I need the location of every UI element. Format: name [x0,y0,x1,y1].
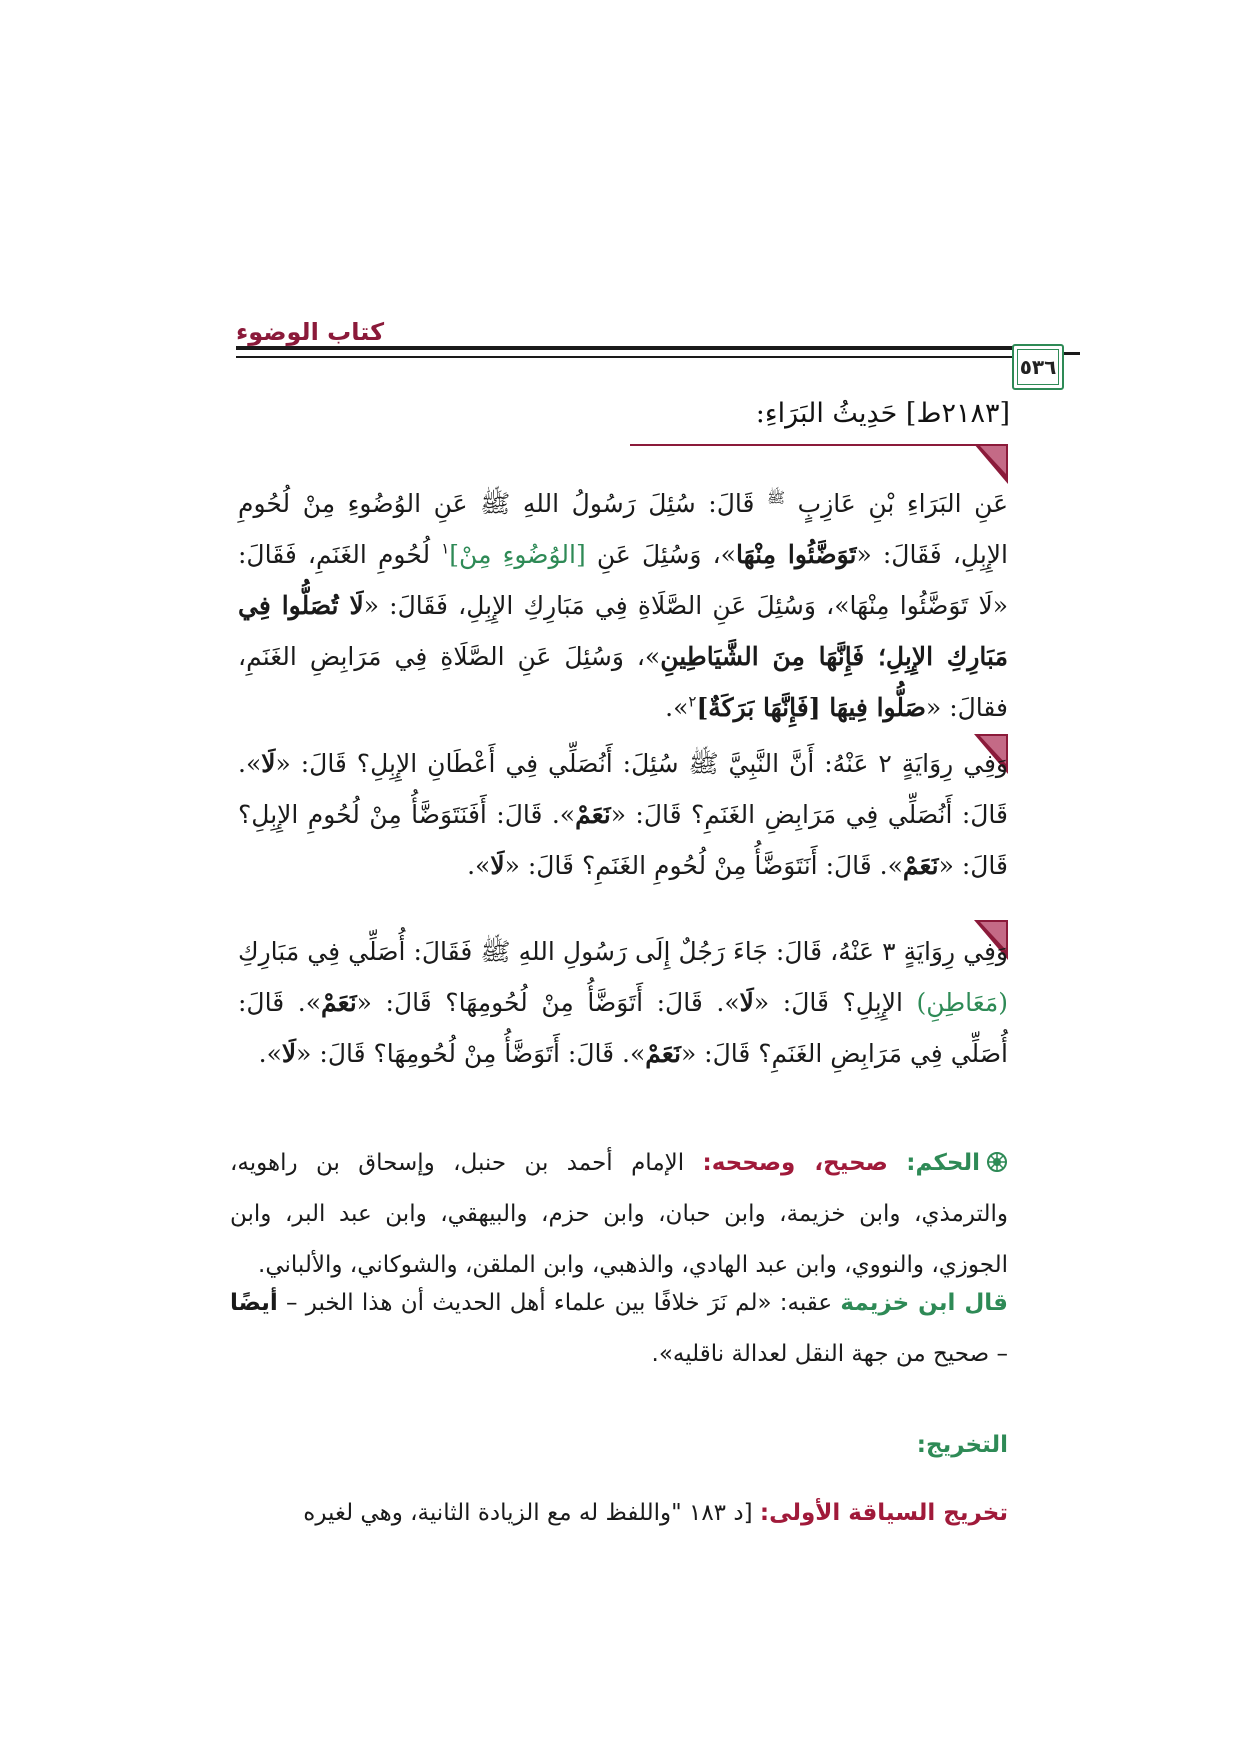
ruling-text: الإمام أحمد بن حنبل، وإسحاق بن راهويه، والترمذي، وابن خزيمة، وابن حبان، وابن حزم، والبيهقي، وابن عبد البر، وابن الجوزي، والنووي، وابن عبد الهادي، والذهبي، وابن الملقن، والشوكاني، والألباني. [230,1150,1008,1278]
hadith-title: حَدِيثُ البَرَاءِ: [755,398,898,429]
page-number: ٥٣٦ [1019,355,1057,379]
footnote-ref[interactable]: ١ [441,539,450,558]
narration-3: وَفِي رِوَايَةٍ ٣ عَنْهُ، قَالَ: جَاءَ رَجُلٌ إِلَى رَسُولِ اللهِ ﷺ فَقَالَ: أُصَلِّي فِي مَبَارِكِ (مَعَاطِنِ) الإِبِلِ؟ قَالَ: «لَا». قَالَ: أَتَوَضَّأُ مِنْ لُحُومِهَا؟ قَالَ: «نَعَمْ». قَالَ: أُصَلِّي فِي مَرَابِضِ الغَنَمِ؟ قَالَ: «نَعَمْ». قَالَ: أَتَوَضَّأُ مِنْ لُحُومِهَا؟ قَالَ: «لَا». [238,937,1009,1068]
ruling-label: الحكم: [906,1150,980,1176]
hadith-number: [٢١٨٣ط] [905,398,1010,429]
footnote-ref[interactable]: ٢ [688,692,697,711]
quote-label: قال ابن خزيمة [840,1290,1008,1316]
ruling-verdict: صحيح، وصححه: [702,1150,888,1176]
header-rule-top [236,346,1014,350]
narration-2: وَفِي رِوَايَةٍ ٢ عَنْهُ: أَنَّ النَّبِيَّ ﷺ سُئِلَ: أَنُصَلِّي فِي أَعْطَانِ الإِبِلِ؟ قَالَ: «لَا». قَالَ: أَنُصَلِّي فِي مَرَابِضِ الغَنَمِ؟ قَالَ: «نَعَمْ». قَالَ: أَفَنَتَوَضَّأُ مِنْ لُحُومِ الإِبِلِ؟ قَالَ: «نَعَمْ». قَالَ: أَنَتَوَضَّأُ مِنْ لُحُومِ الغَنَمِ؟ قَالَ: «لَا». [238,749,1008,880]
narration-1: عَنِ البَرَاءِ بْنِ عَازِبٍ $^ﷺ$ قَالَ: سُئِلَ رَسُولُ اللهِ ﷺ عَنِ الوُضُوءِ مِنْ لُحُومِ الإِبِلِ، فَقَالَ: «تَوَضَّئُوا مِنْهَا»، وَسُئِلَ عَنِ [الوُضُوءِ مِنْ]$^١$ لُحُومِ الغَنَمِ، فَقَالَ: «لَا تَوَضَّئُوا مِنْهَا»، وَسُئِلَ عَنِ الصَّلَاةِ فِي مَبَارِكِ الإِبِلِ، فَقَالَ: «لَا تُصَلُّوا فِي مَبَارِكِ الإِبِلِ؛ فَإِنَّهَا مِنَ الشَّيَاطِينِ»، وَسُئِلَ عَنِ الصَّلَاةِ فِي مَرَابِضِ الغَنَمِ، فقالَ: «صَلُّوا فِيهَا [فَإِنَّهَا بَرَكَةٌ]$^٢$». [238,488,1009,722]
honorific-icon: ﷺ [480,937,511,966]
takhrij-title: التخريج: [916,1432,1008,1458]
header-rule-bottom [236,356,1014,358]
page-number-box [1012,344,1064,390]
honorific-icon: ﷺ [480,489,511,518]
narration-1-rule [630,444,976,446]
hadith-heading [756,398,1010,429]
book-title: كتاب الوضوء [236,318,385,346]
takhrij-label: تخريج السياقة الأولى: [759,1500,1008,1526]
flower-ornament-icon [986,1151,1008,1173]
takhrij-paragraph: تخريج السياقة الأولى: [د ١٨٣ "واللفظ له مع الزيادة الثانية، وهي لغيره [303,1500,1008,1526]
honorific-icon: ﷺ [688,749,719,778]
ibn-khuzaymah-quote: قال ابن خزيمة عقبه: «لم نَرَ خلافًا بين علماء أهل الحديث أن هذا الخبر – أيضًا – صحيح من جهة النقل لعدالة ناقليه». [230,1290,1008,1367]
honorific-icon: ﷺ [767,488,786,507]
ruling-paragraph [230,1138,1008,1291]
